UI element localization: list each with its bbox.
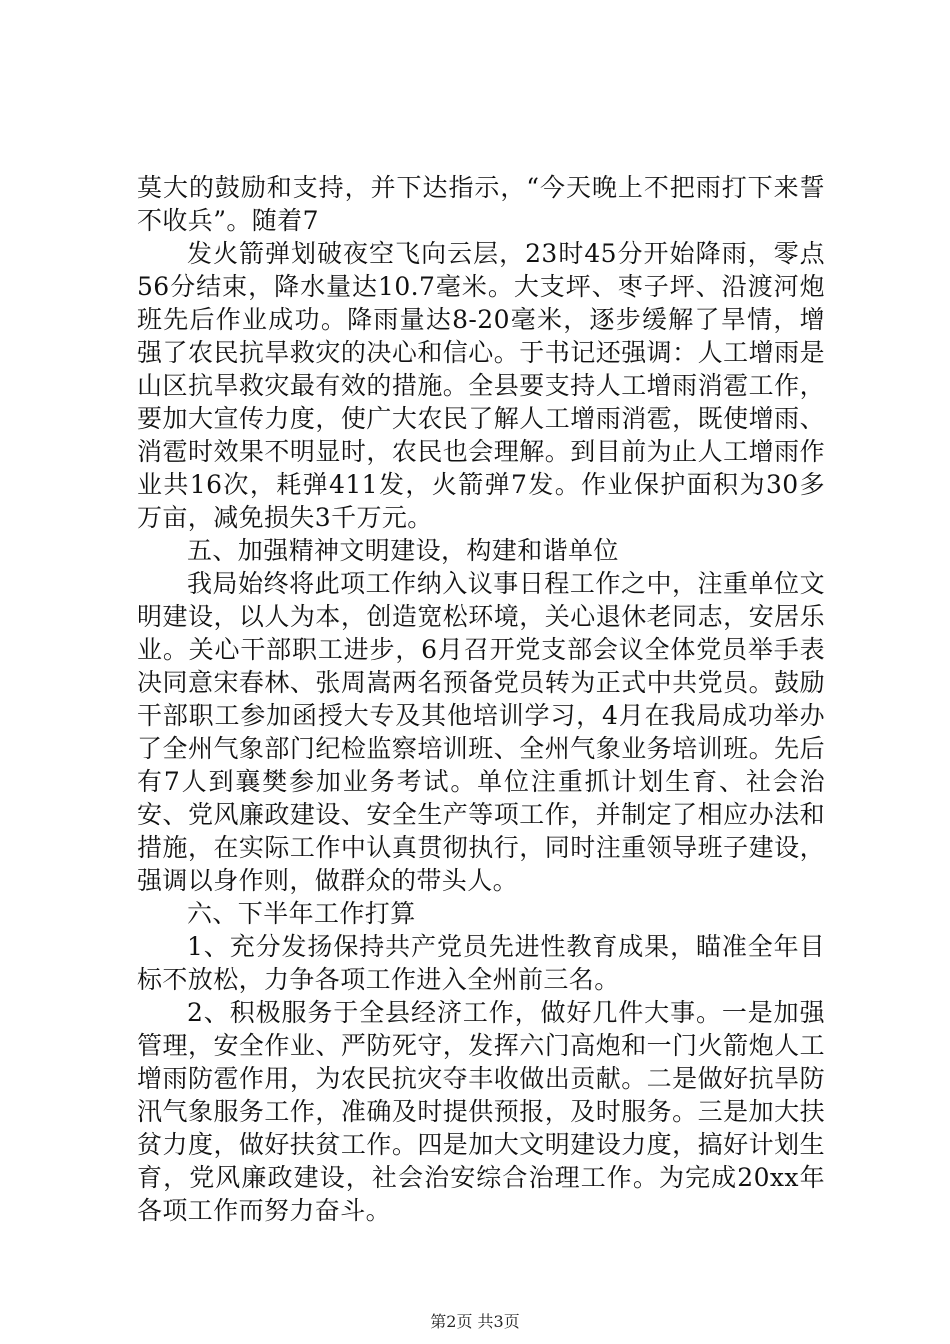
paragraph-civilization: 我局始终将此项工作纳入议事日程工作之中，注重单位文明建设，以人为本，创造宽松环境，关心退休老同志，安居乐业。关心干部职工进步，6月召开党支部会议全体党员举手表决同意宋春林、张周嵩两名预备党员转为正式中共党员。鼓励干部职工参加函授大专及其他培训学习，4月在我局成功举办了全州气象部门纪检监察培训班、全州气象业务培训班。先后有7人到襄樊参加业务考试。单位注重抓计划生育、社会治安、党风廉政建设、安全生产等项工作，并制定了相应办法和措施，在实际工作中认真贯彻执行，同时注重领导班子建设，强调以身作则，做群众的带头人。 (137, 569, 825, 895)
plan-item-2: 2、积极服务于全县经济工作，做好几件大事。一是加强管理，安全作业、严防死守，发挥六门高炮和一门火箭炮人工增雨防雹作用，为农民抗灾夺丰收做出贡献。二是做好抗旱防汛气象服务工作，准确及时提供预报，及时服务。三是加大扶贫力度，做好扶贫工作。四是加大文明建设力度，搞好计划生育，党风廉政建设，社会治安综合治理工作。为完成20xx年各项工作而努力奋斗。 (137, 998, 825, 1225)
document-body (137, 171, 825, 1227)
section-heading-civilization: 五、加强精神文明建设，构建和谐单位 (187, 536, 619, 565)
paragraph-continuation: 莫大的鼓励和支持，并下达指示，“今天晚上不把雨打下来誓不收兵”。随着7 (137, 173, 825, 235)
section-heading-plan: 六、下半年工作打算 (187, 899, 416, 928)
paragraph-rain-enhancement: 发火箭弹划破夜空飞向云层，23时45分开始降雨，零点56分结束，降水量达10.7毫米。大支坪、枣子坪、沿渡河炮班先后作业成功。降雨量达8-20毫米，逐步缓解了旱情，增强了农民抗旱救灾的决心和信心。于书记还强调：人工增雨是山区抗旱救灾最有效的措施。全县要支持人工增雨消雹工作，要加大宣传力度，使广大农民了解人工增雨消雹，既使增雨、消雹时效果不明显时，农民也会理解。到目前为止人工增雨作业共16次，耗弹411发，火箭弹7发。作业保护面积为30多万亩，减免损失3千万元。 (137, 239, 825, 532)
plan-item-1: 1、充分发扬保持共产党员先进性教育成果，瞄准全年目标不放松，力争各项工作进入全州前三名。 (137, 932, 825, 994)
page-number-footer: 第2页 共3页 (430, 1312, 520, 1331)
